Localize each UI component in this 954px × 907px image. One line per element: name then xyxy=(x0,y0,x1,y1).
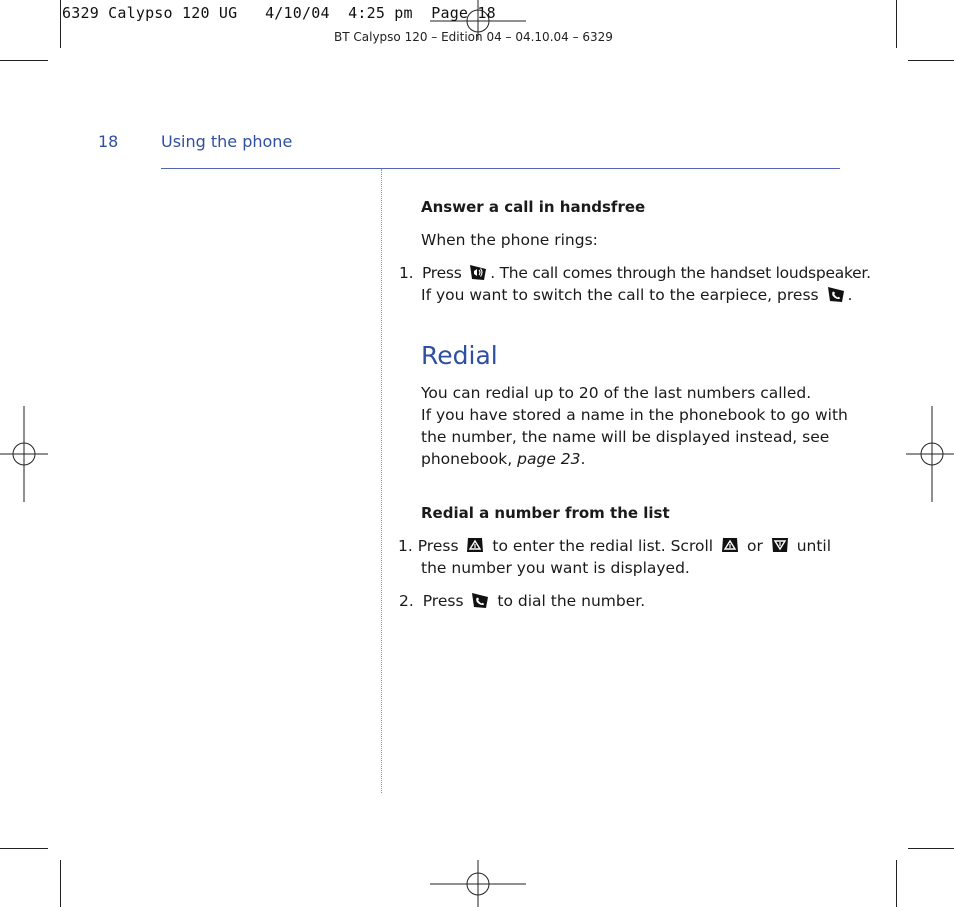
talk-key-icon xyxy=(470,590,490,610)
redial-step-1 xyxy=(398,535,831,557)
registration-mark-left xyxy=(0,406,48,502)
redial-up-key-icon xyxy=(465,535,485,555)
registration-mark-bottom xyxy=(430,860,526,907)
crop-mark xyxy=(0,60,48,61)
step-text: If you want to switch the call to the earpiece, press xyxy=(421,286,819,304)
step-text: . The call comes through the handset loudspeaker. xyxy=(490,264,871,282)
step-number: 1. xyxy=(399,264,414,282)
para-text: . xyxy=(580,450,586,468)
step-text: to dial the number. xyxy=(497,592,646,610)
redial-para-line-4 xyxy=(421,448,585,470)
step-text: to enter the redial list. Scroll xyxy=(492,537,714,555)
redial-heading: Redial xyxy=(421,341,498,370)
step-text: . xyxy=(847,286,853,304)
handsfree-intro: When the phone rings: xyxy=(421,231,598,249)
column-divider xyxy=(381,169,382,793)
para-text: phonebook, xyxy=(421,450,513,468)
redial-para-line-3: the number, the name will be displayed instead, see xyxy=(421,428,830,446)
redial-up-key-icon xyxy=(720,535,740,555)
handsfree-key-icon xyxy=(468,262,488,282)
crop-mark xyxy=(908,848,954,849)
crop-mark xyxy=(60,860,61,907)
section-title: Using the phone xyxy=(161,132,293,151)
page-reference: page 23 xyxy=(517,450,581,468)
step-text: Press xyxy=(422,592,464,610)
edition-line: BT Calypso 120 – Edition 04 – 04.10.04 – 6329 xyxy=(334,30,613,44)
crop-mark xyxy=(896,860,897,907)
redial-list-title: Redial a number from the list xyxy=(421,504,670,522)
crop-mark xyxy=(908,60,954,61)
step-text: until xyxy=(796,537,832,555)
talk-key-icon xyxy=(826,284,846,304)
page-number: 18 xyxy=(98,132,119,151)
step-number: 1. xyxy=(398,537,413,555)
crop-mark xyxy=(896,0,897,48)
registration-mark-right xyxy=(906,406,954,502)
crop-mark xyxy=(0,848,48,849)
redial-step-1-line2: the number you want is displayed. xyxy=(421,559,690,577)
print-slug: 6329 Calypso 120 UG 4/10/04 4:25 pm Page 18 xyxy=(62,4,496,22)
handsfree-title: Answer a call in handsfree xyxy=(421,198,646,216)
header-rule xyxy=(161,168,840,169)
crop-mark xyxy=(60,0,61,48)
step-text: Press xyxy=(421,264,462,282)
step-text: Press xyxy=(417,537,459,555)
redial-para-line-1: You can redial up to 20 of the last numbers called. xyxy=(421,384,812,402)
redial-step-2 xyxy=(399,590,645,612)
step-text: or xyxy=(746,537,763,555)
handsfree-step-1 xyxy=(399,262,871,284)
step-number: 2. xyxy=(399,592,414,610)
redial-para-line-2: If you have stored a name in the phonebook to go with xyxy=(421,406,848,424)
handsfree-step-1-line2 xyxy=(421,284,852,306)
phonebook-down-key-icon xyxy=(770,535,790,555)
